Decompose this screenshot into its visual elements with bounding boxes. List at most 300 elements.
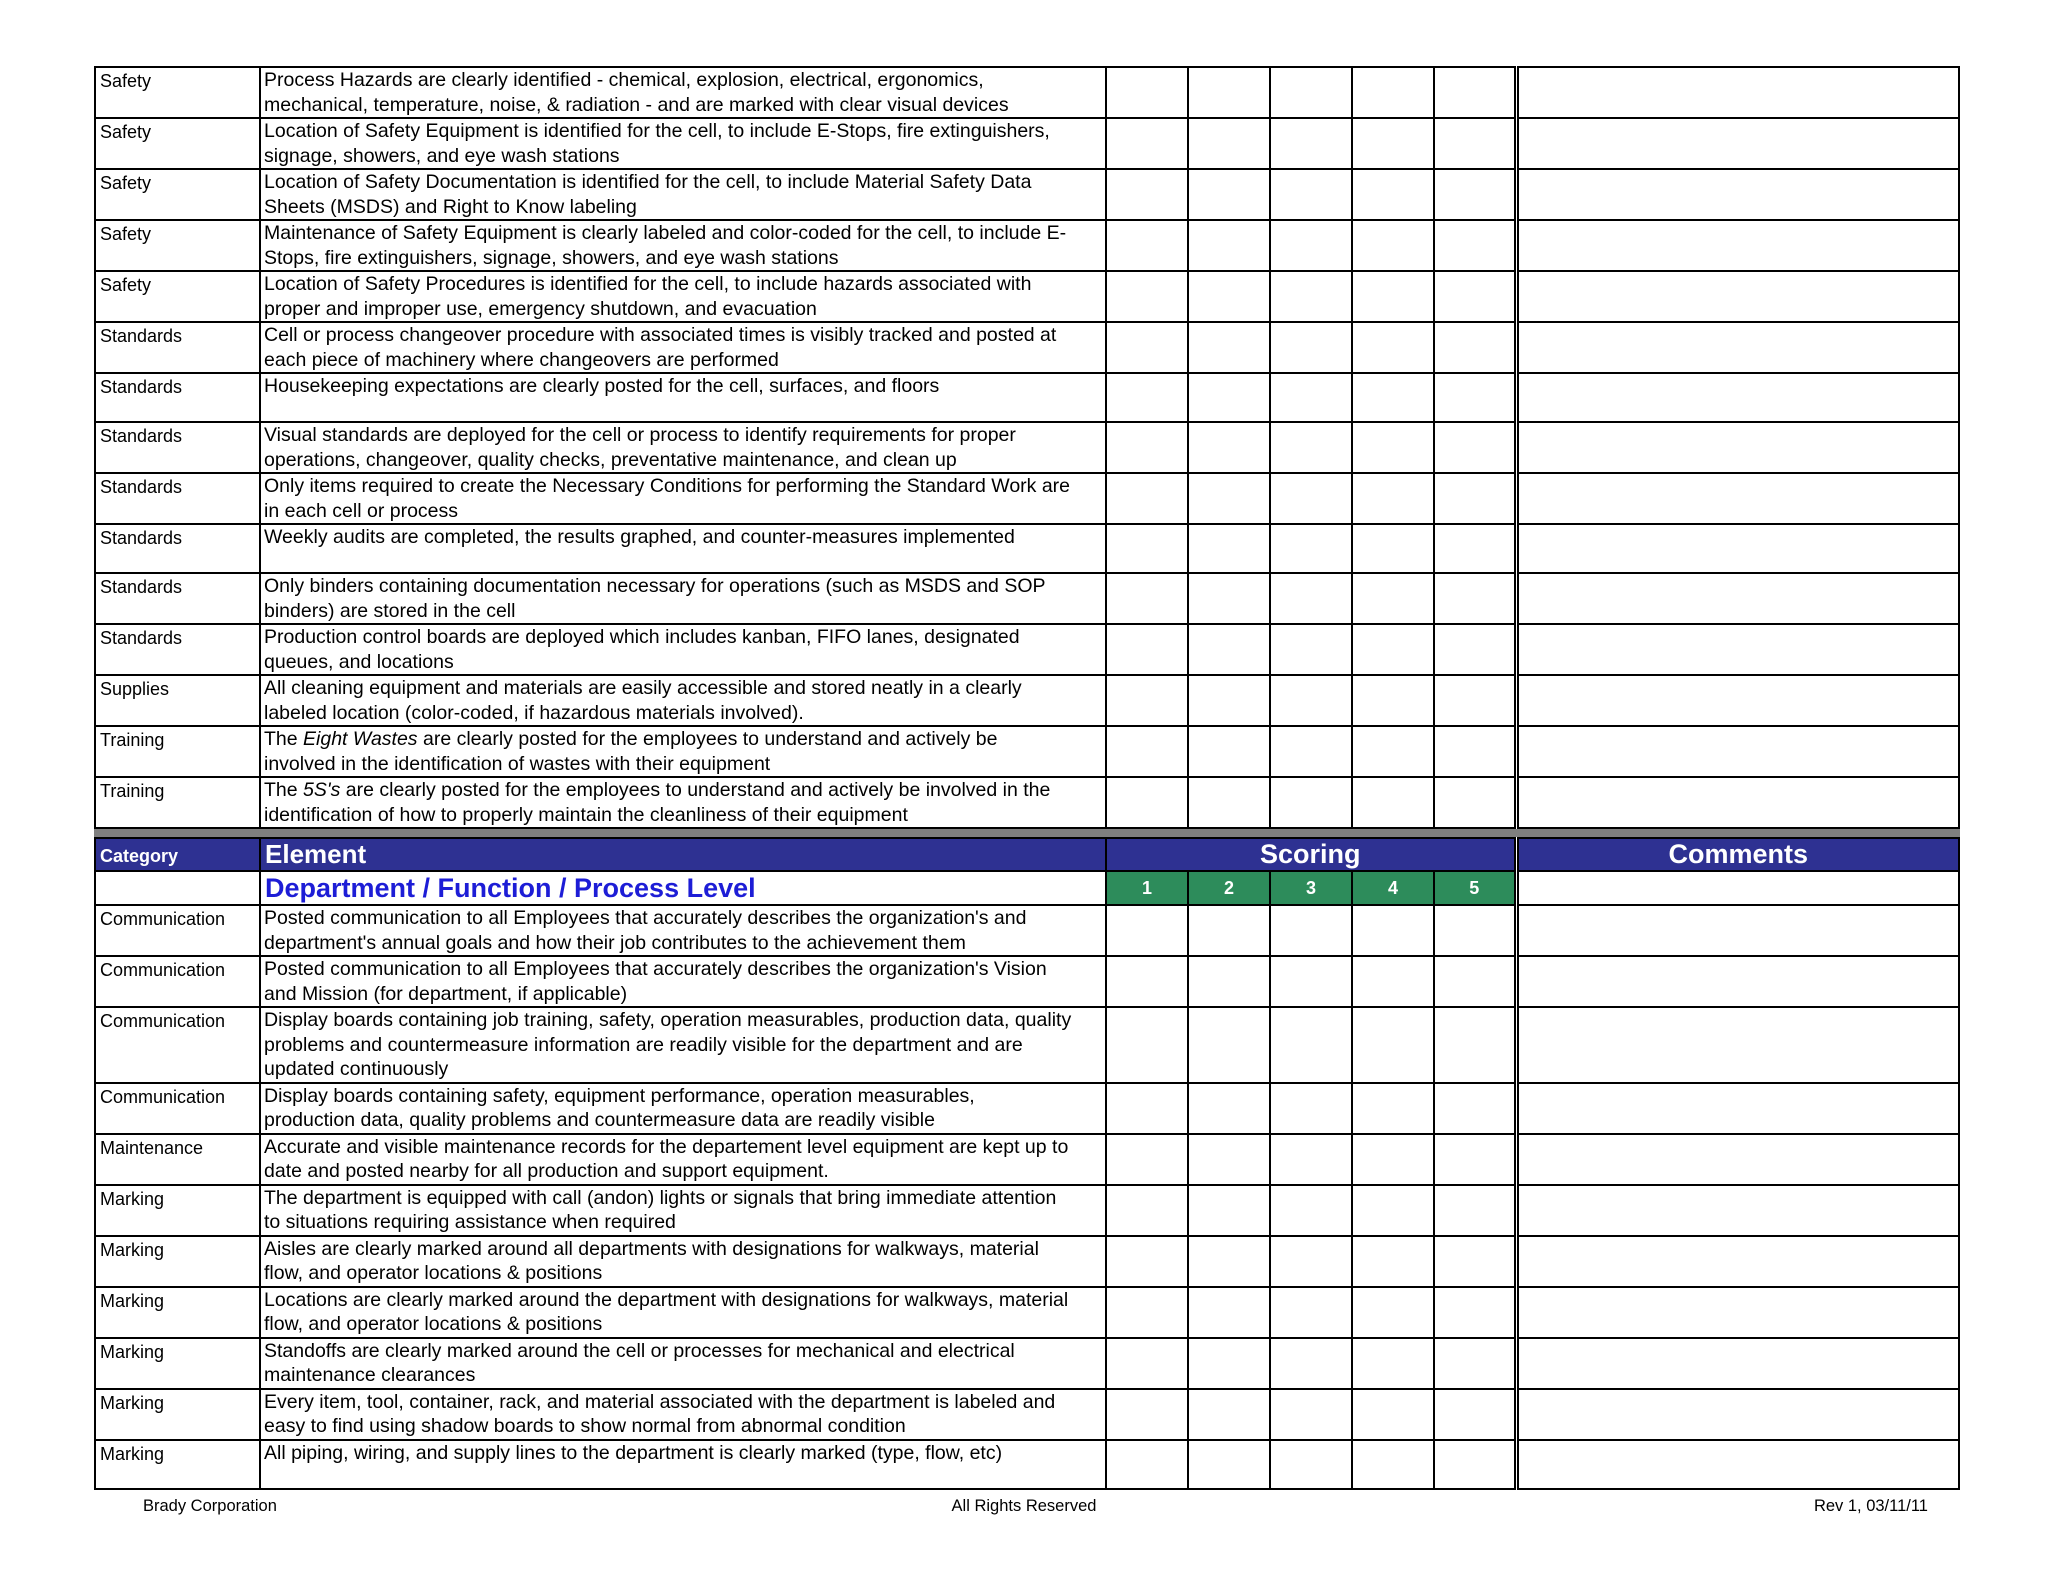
checklist-row — [95, 1389, 1959, 1440]
category-cell: Training — [95, 777, 260, 828]
checklist-row — [95, 473, 1959, 524]
comment-cell[interactable] — [1516, 1134, 1959, 1185]
score-cell-2[interactable] — [1188, 905, 1270, 956]
element-text-line: easy to find using shadow boards to show normal from abnormal condition — [264, 1415, 906, 1437]
comment-cell[interactable] — [1516, 726, 1959, 777]
element-text-line: Only binders containing documentation necessary for operations (such as MSDS and SOP — [264, 575, 1046, 597]
score-cell-1[interactable] — [1106, 67, 1188, 118]
category-cell: Safety — [95, 169, 260, 220]
checklist-row — [95, 422, 1959, 473]
checklist-row — [95, 956, 1959, 1007]
score-cell-4[interactable] — [1352, 675, 1434, 726]
score-cell-3[interactable] — [1270, 524, 1352, 573]
score-cell-1[interactable] — [1106, 1185, 1188, 1236]
comment-cell[interactable] — [1516, 67, 1959, 118]
footer-company: Brady Corporation — [143, 1497, 277, 1515]
score-cell-4[interactable] — [1352, 1389, 1434, 1440]
score-cell-2[interactable] — [1188, 169, 1270, 220]
score-cell-2[interactable] — [1188, 1338, 1270, 1389]
category-cell: Safety — [95, 118, 260, 169]
category-cell: Standards — [95, 473, 260, 524]
score-cell-5[interactable] — [1434, 67, 1516, 118]
comment-cell[interactable] — [1516, 473, 1959, 524]
score-cell-4[interactable] — [1352, 271, 1434, 322]
score-cell-5[interactable] — [1434, 1083, 1516, 1134]
element-cell — [260, 169, 1106, 220]
element-text-line: Standoffs are clearly marked around the cell or processes for mechanical and electrical — [264, 1339, 1015, 1362]
element-text-line: to situations requiring assistance when required — [264, 1211, 676, 1233]
score-cell-3[interactable] — [1270, 67, 1352, 118]
score-cell-4[interactable] — [1352, 422, 1434, 473]
score-cell-5[interactable] — [1434, 726, 1516, 777]
element-text-line: department's annual goals and how their job contributes to the achievement them — [264, 931, 966, 954]
element-text-line: flow, and operator locations & positions — [264, 1313, 603, 1335]
element-cell — [260, 1007, 1106, 1083]
score-cell-5[interactable] — [1434, 1236, 1516, 1287]
score-cell-3[interactable] — [1270, 905, 1352, 956]
comment-cell[interactable] — [1516, 1389, 1959, 1440]
element-text-line: Only items required to create the Necessary Conditions for performing the Standard Work are — [264, 475, 1071, 497]
score-cell-4[interactable] — [1352, 169, 1434, 220]
checklist-row — [95, 1134, 1959, 1185]
score-cell-5[interactable] — [1434, 422, 1516, 473]
checklist-row — [95, 777, 1959, 828]
category-cell: Marking — [95, 1338, 260, 1389]
element-text-line: labeled location (color-coded, if hazardous materials involved). — [264, 701, 804, 724]
score-cell-1[interactable] — [1106, 1236, 1188, 1287]
element-cell — [260, 118, 1106, 169]
category-cell: Maintenance — [95, 1134, 260, 1185]
element-text-line: Production control boards are deployed which includes kanban, FIFO lanes, designated — [264, 626, 1020, 648]
score-cell-3[interactable] — [1270, 1287, 1352, 1338]
score-cell-4[interactable] — [1352, 1338, 1434, 1389]
score-cell-1[interactable] — [1106, 905, 1188, 956]
element-text-line: updated continuously — [264, 1058, 449, 1080]
score-cell-1[interactable] — [1106, 118, 1188, 169]
comment-cell[interactable] — [1516, 118, 1959, 169]
score-cell-3[interactable] — [1270, 1083, 1352, 1134]
score-cell-2[interactable] — [1188, 573, 1270, 624]
score-cell-5[interactable] — [1434, 905, 1516, 956]
element-cell — [260, 473, 1106, 524]
comment-cell[interactable] — [1516, 1083, 1959, 1134]
score-number-1: 1 — [1106, 871, 1188, 905]
score-cell-1[interactable] — [1106, 322, 1188, 373]
score-cell-3[interactable] — [1270, 169, 1352, 220]
category-cell: Safety — [95, 220, 260, 271]
score-cell-2[interactable] — [1188, 1185, 1270, 1236]
score-cell-2[interactable] — [1188, 220, 1270, 271]
element-cell — [260, 220, 1106, 271]
score-cell-2[interactable] — [1188, 422, 1270, 473]
category-header: Category — [95, 838, 260, 871]
footer-revision: Rev 1, 03/11/11 — [1813, 1497, 1928, 1515]
comment-cell[interactable] — [1516, 1287, 1959, 1338]
score-cell-3[interactable] — [1270, 322, 1352, 373]
score-cell-1[interactable] — [1106, 675, 1188, 726]
score-cell-4[interactable] — [1352, 726, 1434, 777]
category-cell: Safety — [95, 67, 260, 118]
checklist-row — [95, 1440, 1959, 1489]
score-cell-2[interactable] — [1188, 1389, 1270, 1440]
score-cell-4[interactable] — [1352, 473, 1434, 524]
score-cell-2[interactable] — [1188, 322, 1270, 373]
score-cell-2[interactable] — [1188, 373, 1270, 422]
element-text-line: problems and countermeasure information are readily visible for the department and are — [264, 1033, 1023, 1056]
comment-cell[interactable] — [1516, 169, 1959, 220]
score-cell-5[interactable] — [1434, 1185, 1516, 1236]
element-text-line: Posted communication to all Employees that accurately describes the organization's Vision — [264, 958, 1047, 980]
checklist-row — [95, 524, 1959, 573]
score-cell-5[interactable] — [1434, 777, 1516, 828]
checklist-row — [95, 1083, 1959, 1134]
score-cell-4[interactable] — [1352, 373, 1434, 422]
score-cell-3[interactable] — [1270, 1236, 1352, 1287]
score-cell-1[interactable] — [1106, 169, 1188, 220]
score-cell-2[interactable] — [1188, 1440, 1270, 1489]
score-cell-5[interactable] — [1434, 118, 1516, 169]
element-text-line: The 5S's are clearly posted for the employees to understand and actively be involved in the — [264, 779, 1051, 801]
element-cell — [260, 1134, 1106, 1185]
score-cell-1[interactable] — [1106, 1440, 1188, 1489]
score-cell-1[interactable] — [1106, 220, 1188, 271]
score-number-2: 2 — [1188, 871, 1270, 905]
score-cell-5[interactable] — [1434, 1440, 1516, 1489]
score-cell-5[interactable] — [1434, 322, 1516, 373]
element-text-line: Visual standards are deployed for the cell or process to identify requirements for proper — [264, 424, 1016, 446]
element-text-line: production data, quality problems and countermeasure data are readily visible — [264, 1109, 935, 1131]
score-cell-4[interactable] — [1352, 905, 1434, 956]
score-cell-1[interactable] — [1106, 956, 1188, 1007]
score-number-5: 5 — [1434, 871, 1516, 905]
checklist-row — [95, 573, 1959, 624]
category-cell: Standards — [95, 322, 260, 373]
category-cell: Communication — [95, 1083, 260, 1134]
score-cell-4[interactable] — [1352, 1440, 1434, 1489]
score-cell-4[interactable] — [1352, 67, 1434, 118]
element-cell — [260, 1389, 1106, 1440]
element-text-line: Posted communication to all Employees that accurately describes the organization's and — [264, 907, 1027, 929]
score-cell-3[interactable] — [1270, 1440, 1352, 1489]
category-cell: Standards — [95, 573, 260, 624]
score-cell-3[interactable] — [1270, 573, 1352, 624]
comment-cell[interactable] — [1516, 1185, 1959, 1236]
element-text-line: maintenance clearances — [264, 1364, 476, 1386]
score-cell-1[interactable] — [1106, 1007, 1188, 1083]
element-text-line: date and posted nearby for all production and support equipment. — [264, 1160, 829, 1182]
score-cell-2[interactable] — [1188, 777, 1270, 828]
element-cell — [260, 624, 1106, 675]
score-cell-4[interactable] — [1352, 118, 1434, 169]
score-cell-4[interactable] — [1352, 777, 1434, 828]
score-cell-4[interactable] — [1352, 1185, 1434, 1236]
score-cell-4[interactable] — [1352, 1083, 1434, 1134]
score-cell-3[interactable] — [1270, 220, 1352, 271]
score-cell-1[interactable] — [1106, 473, 1188, 524]
score-cell-1[interactable] — [1106, 1389, 1188, 1440]
score-cell-3[interactable] — [1270, 1134, 1352, 1185]
checklist-row — [95, 373, 1959, 422]
score-cell-1[interactable] — [1106, 1287, 1188, 1338]
score-cell-2[interactable] — [1188, 1287, 1270, 1338]
element-cell — [260, 726, 1106, 777]
audit-checklist-table — [94, 66, 1960, 1490]
score-cell-2[interactable] — [1188, 956, 1270, 1007]
comment-cell[interactable] — [1516, 422, 1959, 473]
checklist-row — [95, 1185, 1959, 1236]
score-cell-2[interactable] — [1188, 118, 1270, 169]
comment-cell[interactable] — [1516, 271, 1959, 322]
element-cell — [260, 373, 1106, 422]
element-text-line: Accurate and visible maintenance records for the departement level equipment are kept up to — [264, 1135, 1069, 1158]
comment-cell[interactable] — [1516, 624, 1959, 675]
category-cell: Standards — [95, 524, 260, 573]
element-cell — [260, 1083, 1106, 1134]
checklist-row — [95, 675, 1959, 726]
score-cell-2[interactable] — [1188, 1236, 1270, 1287]
section-title-category-cell — [95, 871, 260, 905]
score-cell-4[interactable] — [1352, 956, 1434, 1007]
score-cell-1[interactable] — [1106, 624, 1188, 675]
score-cell-3[interactable] — [1270, 675, 1352, 726]
score-cell-5[interactable] — [1434, 675, 1516, 726]
score-cell-3[interactable] — [1270, 373, 1352, 422]
score-cell-4[interactable] — [1352, 624, 1434, 675]
category-cell: Standards — [95, 373, 260, 422]
checklist-row — [95, 1287, 1959, 1338]
checklist-row — [95, 67, 1959, 118]
checklist-row — [95, 1236, 1959, 1287]
element-text-line: Display boards containing safety, equipment performance, operation measurables, — [264, 1084, 975, 1107]
score-cell-2[interactable] — [1188, 473, 1270, 524]
score-cell-2[interactable] — [1188, 271, 1270, 322]
comment-cell[interactable] — [1516, 573, 1959, 624]
score-cell-5[interactable] — [1434, 373, 1516, 422]
score-cell-4[interactable] — [1352, 1287, 1434, 1338]
element-cell — [260, 675, 1106, 726]
element-text-line: proper and improper use, emergency shutdown, and evacuation — [264, 297, 817, 320]
element-cell — [260, 905, 1106, 956]
element-text-line: Aisles are clearly marked around all departments with designations for walkways, material — [264, 1237, 1039, 1260]
scoring-header: Scoring — [1106, 838, 1516, 871]
score-cell-3[interactable] — [1270, 422, 1352, 473]
element-text-line: Location of Safety Procedures is identified for the cell, to include hazards associated with — [264, 273, 1032, 295]
comment-cell[interactable] — [1516, 905, 1959, 956]
category-cell: Supplies — [95, 675, 260, 726]
element-cell — [260, 422, 1106, 473]
element-text-line: The department is equipped with call (andon) lights or signals that bring immediate attention — [264, 1186, 1057, 1209]
element-cell — [260, 271, 1106, 322]
element-header: Element — [260, 838, 1106, 871]
element-text-line: Location of Safety Equipment is identified for the cell, to include E-Stops, fire extinguishers, — [264, 120, 1050, 142]
score-cell-3[interactable] — [1270, 726, 1352, 777]
score-cell-4[interactable] — [1352, 573, 1434, 624]
score-cell-5[interactable] — [1434, 1338, 1516, 1389]
score-cell-4[interactable] — [1352, 1236, 1434, 1287]
element-text-line: Cell or process changeover procedure with associated times is visibly tracked and posted at — [264, 324, 1057, 346]
element-text-line: Weekly audits are completed, the results graphed, and counter-measures implemented — [264, 526, 1015, 548]
category-cell: Marking — [95, 1440, 260, 1489]
comment-cell[interactable] — [1516, 220, 1959, 271]
comment-cell[interactable] — [1516, 322, 1959, 373]
score-cell-1[interactable] — [1106, 1083, 1188, 1134]
section-separator — [95, 828, 1959, 838]
comment-cell[interactable] — [1516, 1338, 1959, 1389]
score-cell-3[interactable] — [1270, 624, 1352, 675]
checklist-row — [95, 169, 1959, 220]
header-row — [95, 838, 1959, 871]
category-cell: Marking — [95, 1236, 260, 1287]
score-cell-2[interactable] — [1188, 1007, 1270, 1083]
element-text-line: Every item, tool, container, rack, and material associated with the department is labeled and — [264, 1390, 1056, 1413]
element-cell — [260, 67, 1106, 118]
comment-cell[interactable] — [1516, 675, 1959, 726]
checklist-row — [95, 220, 1959, 271]
element-text-line: Housekeeping expectations are clearly posted for the cell, surfaces, and floors — [264, 375, 940, 397]
score-cell-1[interactable] — [1106, 1134, 1188, 1185]
score-cell-3[interactable] — [1270, 1389, 1352, 1440]
score-cell-4[interactable] — [1352, 1007, 1434, 1083]
category-cell: Communication — [95, 1007, 260, 1083]
score-cell-2[interactable] — [1188, 624, 1270, 675]
emphasized-term: 5S's — [303, 779, 341, 801]
score-cell-1[interactable] — [1106, 573, 1188, 624]
score-cell-5[interactable] — [1434, 956, 1516, 1007]
checklist-row — [95, 726, 1959, 777]
score-cell-3[interactable] — [1270, 473, 1352, 524]
element-text-line: identification of how to properly maintain the cleanliness of their equipment — [264, 803, 908, 826]
checklist-row — [95, 322, 1959, 373]
score-number-3: 3 — [1270, 871, 1352, 905]
element-text-line: and Mission (for department, if applicable) — [264, 982, 628, 1005]
score-cell-2[interactable] — [1188, 524, 1270, 573]
element-text-line: signage, showers, and eye wash stations — [264, 144, 620, 167]
score-cell-4[interactable] — [1352, 524, 1434, 573]
element-text-line: binders) are stored in the cell — [264, 599, 516, 622]
score-cell-5[interactable] — [1434, 271, 1516, 322]
comment-cell[interactable] — [1516, 1236, 1959, 1287]
score-cell-5[interactable] — [1434, 1287, 1516, 1338]
comment-cell[interactable] — [1516, 1440, 1959, 1489]
element-text-line: Maintenance of Safety Equipment is clearly labeled and color-coded for the cell, to include E- — [264, 222, 1067, 244]
element-text-line: queues, and locations — [264, 650, 454, 673]
checklist-department-section — [95, 905, 1959, 1489]
score-cell-2[interactable] — [1188, 726, 1270, 777]
comment-cell[interactable] — [1516, 524, 1959, 573]
score-cell-4[interactable] — [1352, 1134, 1434, 1185]
element-cell — [260, 573, 1106, 624]
score-cell-3[interactable] — [1270, 1185, 1352, 1236]
element-text-line: All piping, wiring, and supply lines to the department is clearly marked (type, flow, etc) — [264, 1441, 1003, 1464]
checklist-row — [95, 1007, 1959, 1083]
score-number-4: 4 — [1352, 871, 1434, 905]
score-cell-3[interactable] — [1270, 777, 1352, 828]
score-cell-5[interactable] — [1434, 573, 1516, 624]
category-cell: Marking — [95, 1389, 260, 1440]
category-cell: Marking — [95, 1185, 260, 1236]
comment-cell[interactable] — [1516, 777, 1959, 828]
category-cell: Communication — [95, 956, 260, 1007]
checklist-row — [95, 624, 1959, 675]
score-cell-3[interactable] — [1270, 118, 1352, 169]
checklist-row — [95, 905, 1959, 956]
category-cell: Safety — [95, 271, 260, 322]
category-cell: Marking — [95, 1287, 260, 1338]
section-header — [95, 828, 1959, 905]
checklist-row — [95, 118, 1959, 169]
element-cell — [260, 777, 1106, 828]
score-cell-1[interactable] — [1106, 1338, 1188, 1389]
element-cell — [260, 1185, 1106, 1236]
score-cell-2[interactable] — [1188, 1083, 1270, 1134]
element-cell — [260, 1287, 1106, 1338]
score-cell-5[interactable] — [1434, 220, 1516, 271]
element-cell — [260, 1338, 1106, 1389]
element-text-line: flow, and operator locations & positions — [264, 1262, 603, 1284]
element-cell — [260, 1440, 1106, 1489]
element-cell — [260, 322, 1106, 373]
score-cell-2[interactable] — [1188, 675, 1270, 726]
checklist-row — [95, 1338, 1959, 1389]
score-cell-3[interactable] — [1270, 1338, 1352, 1389]
element-text-line: Stops, fire extinguishers, signage, showers, and eye wash stations — [264, 246, 839, 269]
element-text-line: Display boards containing job training, safety, operation measurables, production data, quality — [264, 1009, 1072, 1031]
score-cell-5[interactable] — [1434, 1134, 1516, 1185]
section-title-row — [95, 871, 1959, 905]
checklist-row — [95, 271, 1959, 322]
score-cell-1[interactable] — [1106, 777, 1188, 828]
score-cell-5[interactable] — [1434, 1389, 1516, 1440]
element-text-line: in each cell or process — [264, 499, 459, 522]
score-cell-3[interactable] — [1270, 1007, 1352, 1083]
score-cell-5[interactable] — [1434, 624, 1516, 675]
score-cell-4[interactable] — [1352, 220, 1434, 271]
score-cell-2[interactable] — [1188, 1134, 1270, 1185]
element-text-line: Location of Safety Documentation is identified for the cell, to include Material Safety Data — [264, 171, 1032, 193]
element-text-line: each piece of machinery where changeovers are performed — [264, 348, 779, 371]
score-cell-3[interactable] — [1270, 956, 1352, 1007]
score-cell-1[interactable] — [1106, 271, 1188, 322]
emphasized-term: Eight Wastes — [303, 728, 418, 750]
score-cell-1[interactable] — [1106, 726, 1188, 777]
score-cell-3[interactable] — [1270, 271, 1352, 322]
score-cell-5[interactable] — [1434, 524, 1516, 573]
element-text-line: mechanical, temperature, noise, & radiation - and are marked with clear visual devices — [264, 93, 1009, 116]
score-cell-5[interactable] — [1434, 169, 1516, 220]
score-cell-5[interactable] — [1434, 1007, 1516, 1083]
element-text-line: involved in the identification of wastes with their equipment — [264, 752, 771, 775]
element-cell — [260, 524, 1106, 573]
comment-cell[interactable] — [1516, 373, 1959, 422]
score-cell-5[interactable] — [1434, 473, 1516, 524]
comment-cell[interactable] — [1516, 1007, 1959, 1083]
element-text-line: Locations are clearly marked around the department with designations for walkways, material — [264, 1288, 1069, 1311]
element-text-line: operations, changeover, quality checks, preventative maintenance, and clean up — [264, 448, 957, 471]
score-cell-1[interactable] — [1106, 524, 1188, 573]
section-title-comment-cell — [1516, 871, 1959, 905]
element-text-line: The Eight Wastes are clearly posted for the employees to understand and actively be — [264, 728, 998, 750]
category-cell: Standards — [95, 422, 260, 473]
score-cell-4[interactable] — [1352, 322, 1434, 373]
score-cell-1[interactable] — [1106, 373, 1188, 422]
score-cell-2[interactable] — [1188, 67, 1270, 118]
comments-header: Comments — [1516, 838, 1959, 871]
category-cell: Communication — [95, 905, 260, 956]
element-text-line: All cleaning equipment and materials are easily accessible and stored neatly in a clearly — [264, 677, 1022, 699]
score-cell-1[interactable] — [1106, 422, 1188, 473]
comment-cell[interactable] — [1516, 956, 1959, 1007]
element-text-line: Process Hazards are clearly identified - chemical, explosion, electrical, ergonomics, — [264, 69, 984, 91]
